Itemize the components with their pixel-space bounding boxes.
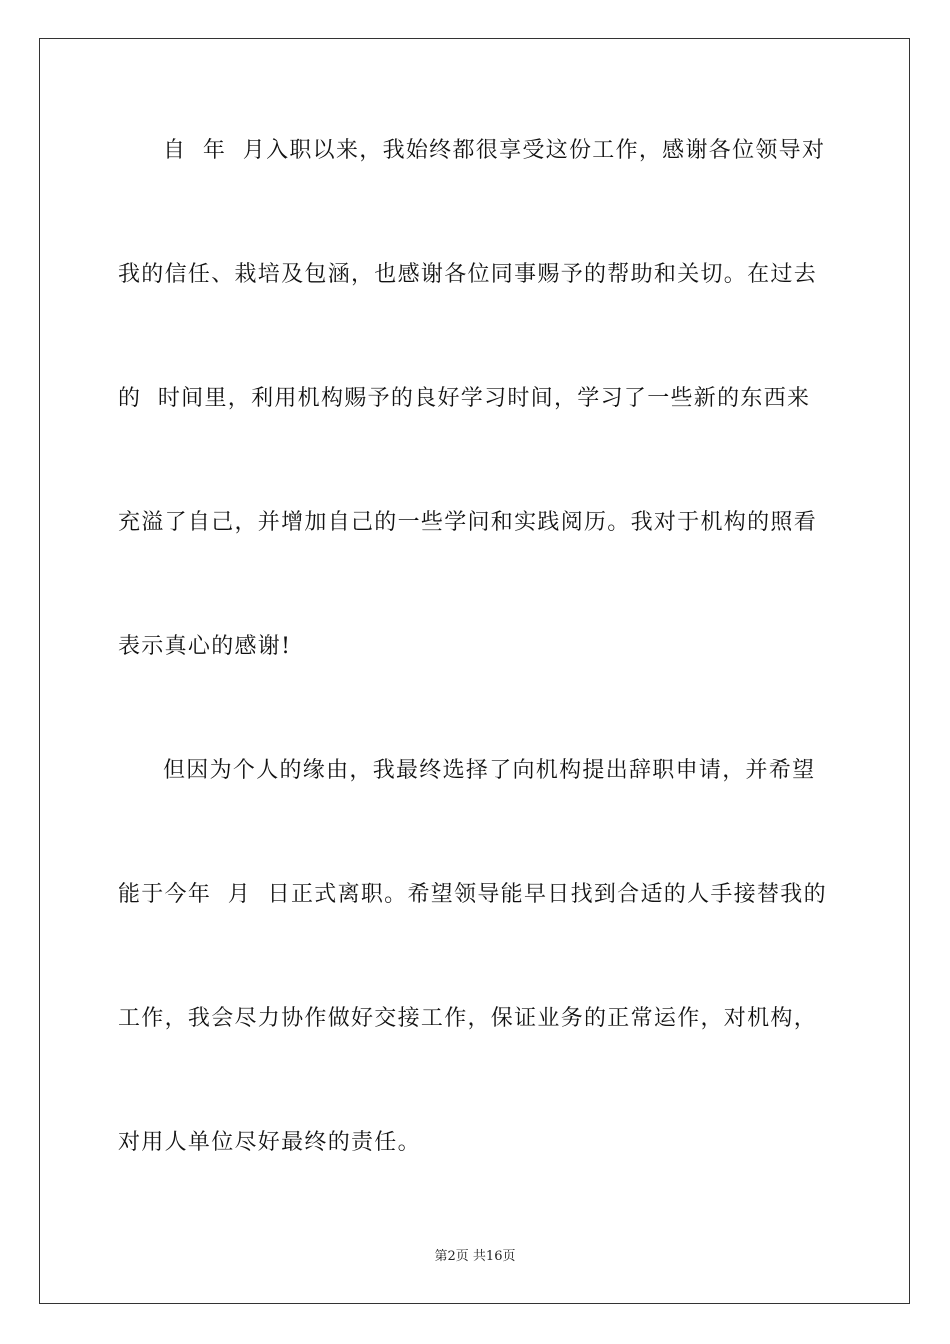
paragraph-1-line-2: 我的信任、栽培及包涵，也感谢各位同事赐予的帮助和关切。在过去: [118, 262, 818, 287]
paragraph-1-line-3: 的 时间里，利用机构赐予的良好学习时间，学习了一些新的东西来: [118, 386, 811, 411]
paragraph-1-line-1: 自 年 月入职以来，我始终都很享受这份工作，感谢各位领导对: [163, 138, 826, 163]
paragraph-2-line-1: 但因为个人的缘由，我最终选择了向机构提出辞职申请，并希望: [163, 758, 816, 783]
page-number-footer: 第2页 共16页: [434, 1249, 516, 1264]
paragraph-1-line-4: 充溢了自己，并增加自己的一些学问和实践阅历。我对于机构的照看: [118, 510, 818, 535]
paragraph-2-line-3: 工作，我会尽力协作做好交接工作，保证业务的正常运作，对机构，: [118, 1006, 818, 1031]
paragraph-1-line-5: 表示真心的感谢!: [118, 634, 292, 659]
paragraph-2-line-4: 对用人单位尽好最终的责任。: [118, 1130, 421, 1155]
page-border: [39, 38, 910, 1304]
paragraph-2-line-2: 能于今年 月 日正式离职。希望领导能早日找到合适的人手接替我的: [118, 882, 827, 907]
